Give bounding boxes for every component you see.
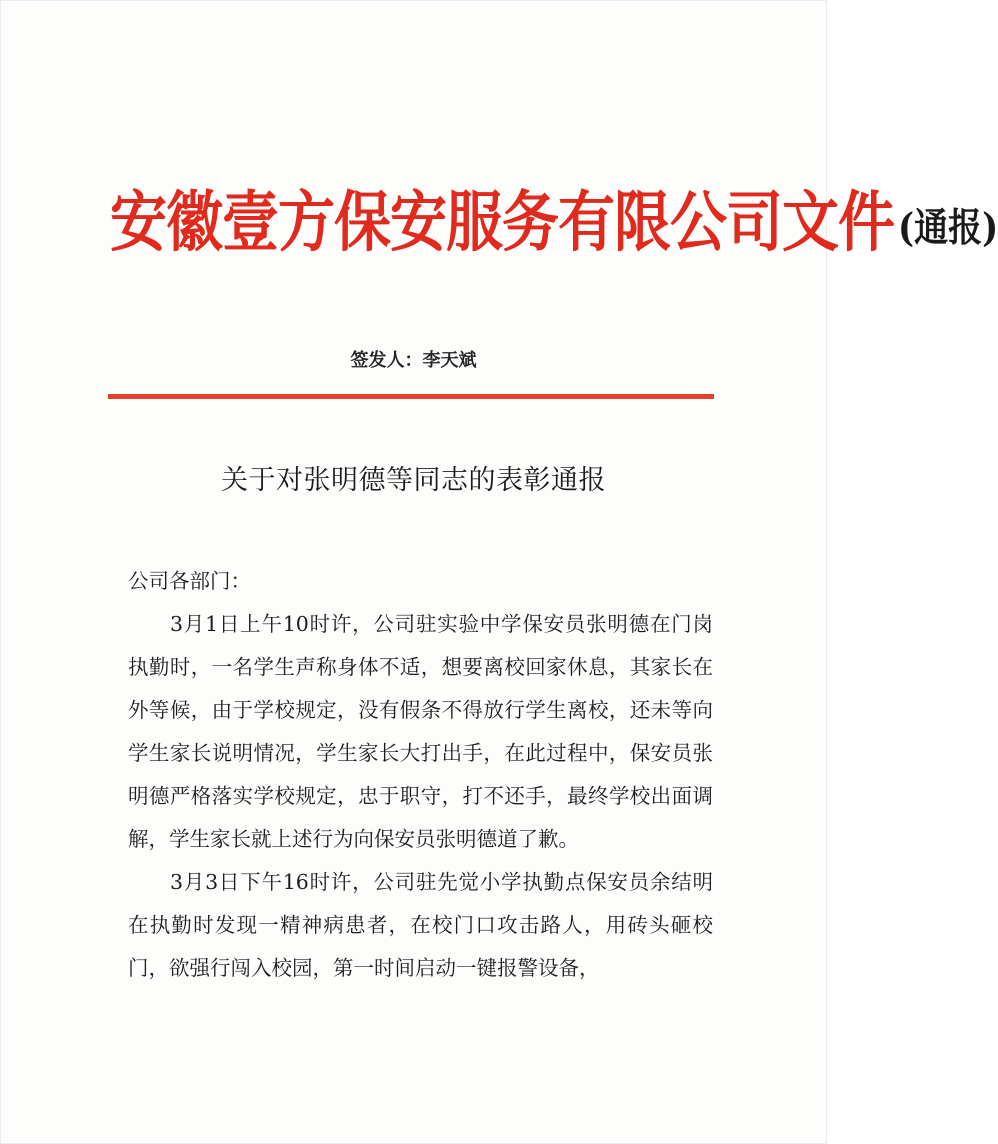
letterhead-divider xyxy=(108,394,714,399)
document-body xyxy=(128,560,713,990)
salutation: 公司各部门： xyxy=(128,569,251,593)
document-title: 关于对张明德等同志的表彰通报 xyxy=(221,465,606,496)
issuer-line xyxy=(0,346,827,372)
letterhead-title xyxy=(110,182,998,264)
issuer-name: 李天斌 xyxy=(422,350,477,371)
document-type-label: (通报) xyxy=(898,205,998,252)
body-paragraph-2: 3月3日下午16时许，公司驻先觉小学执勤点保安员余结明在执勤时发现一精神病患者，在校门口攻击路人，用砖头砸校门，欲强行闯入校园，第一时间启动一键报警设备， xyxy=(128,870,713,980)
body-paragraph-1: 3月1日上午10时许，公司驻实验中学保安员张明德在门岗执勤时，一名学生声称身体不适，想要离校回家休息，其家长在外等候，由于学校规定，没有假条不得放行学生离校，还未等向学生家长说明情况，学生家长大打出手，在此过程中，保安员张明德严格落实学校规定，忠于职守，打不还手，最终学校出面调解，学生家长就上述行为向保安员张明德道了歉。 xyxy=(128,612,713,851)
issuer-label: 签发人： xyxy=(350,350,423,371)
company-document-name: 安徽壹方保安服务有限公司文件 xyxy=(110,183,894,261)
